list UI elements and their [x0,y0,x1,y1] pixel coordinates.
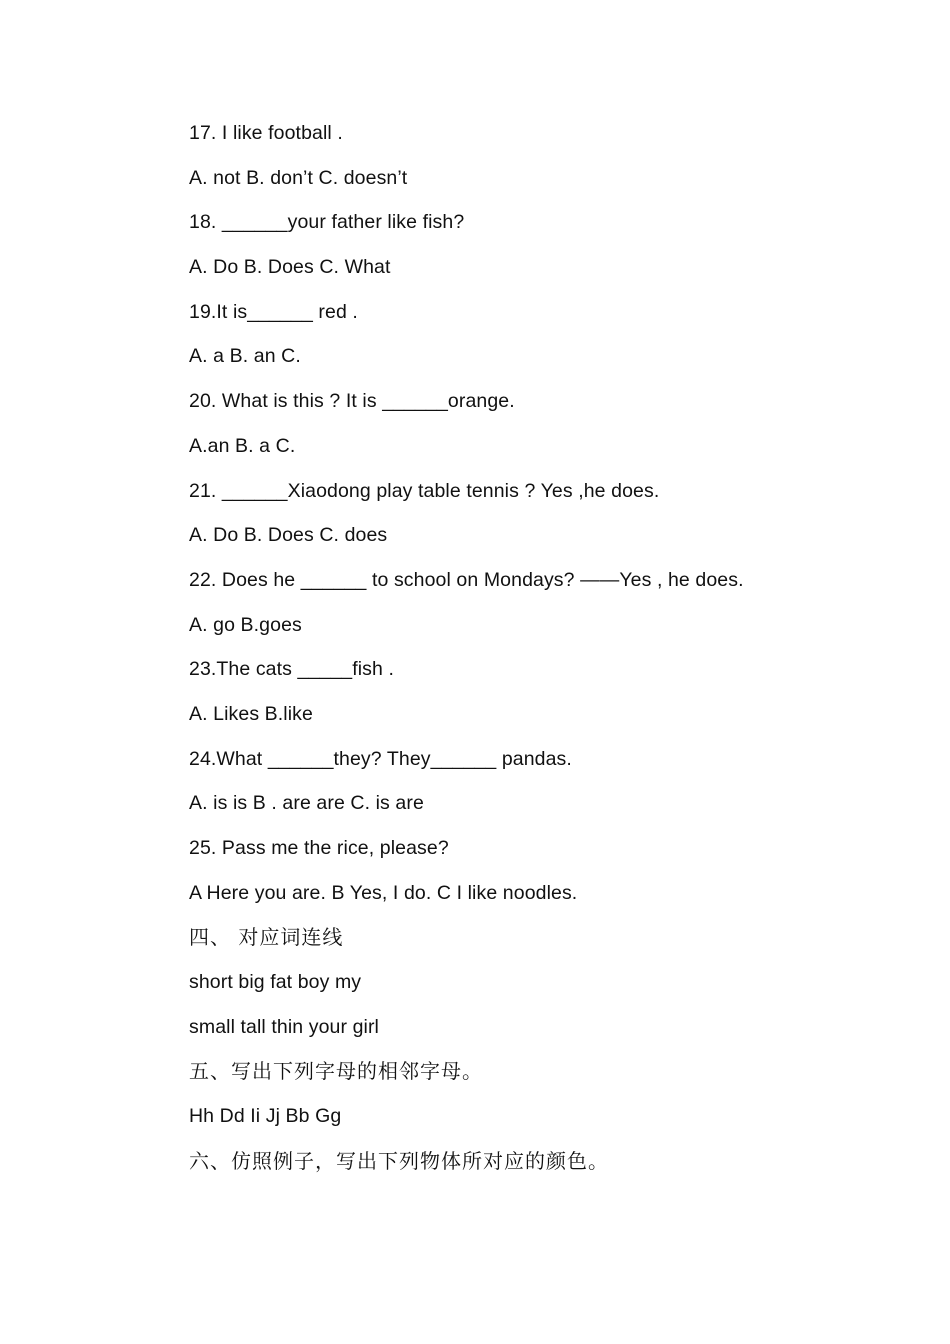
section-four-heading: 四、 对应词连线 [189,925,344,950]
question-20-options: A.an B. a C. [189,434,296,457]
question-23-options: A. Likes B.like [189,702,313,725]
question-21: 21. ______Xiaodong play table tennis ? Yes ,he does. [189,479,660,502]
question-19: 19.It is______ red . [189,300,358,323]
question-22-options: A. go B.goes [189,613,302,636]
matching-words-row-2: small tall thin your girl [189,1015,379,1038]
question-25: 25. Pass me the rice, please? [189,837,449,859]
question-23: 23.The cats _____fish . [189,658,395,681]
question-25-options: A Here you are. B Yes, I do. C I like noodles. [189,881,578,904]
question-19-options: A. a B. an C. [189,345,301,368]
question-21-options: A. Do B. Does C. does [189,524,388,547]
question-17: 17. I like football . [189,122,343,144]
question-24-options: A. is is B . are are C. is are [189,792,424,815]
matching-words-row-1: short big fat boy my [189,971,362,994]
question-18: 18. ______your father like fish? [189,211,465,234]
section-five-heading: 五、写出下列字母的相邻字母。 [189,1059,483,1084]
section-six-heading: 六、仿照例子，写出下列物体所对应的颜色。 [189,1148,609,1173]
question-17-options: A. not B. don’t C. doesn’t [189,166,408,189]
question-20: 20. What is this ? It is ______orange. [189,390,515,413]
letters-row: Hh Dd Ii Jj Bb Gg [189,1105,342,1128]
document-body [189,118,889,1191]
question-24: 24.What ______they? They______ pandas. [189,747,572,770]
question-22: 22. Does he ______ to school on Mondays? ——Yes , he does. [189,568,744,591]
question-18-options: A. Do B. Does C. What [189,256,391,279]
